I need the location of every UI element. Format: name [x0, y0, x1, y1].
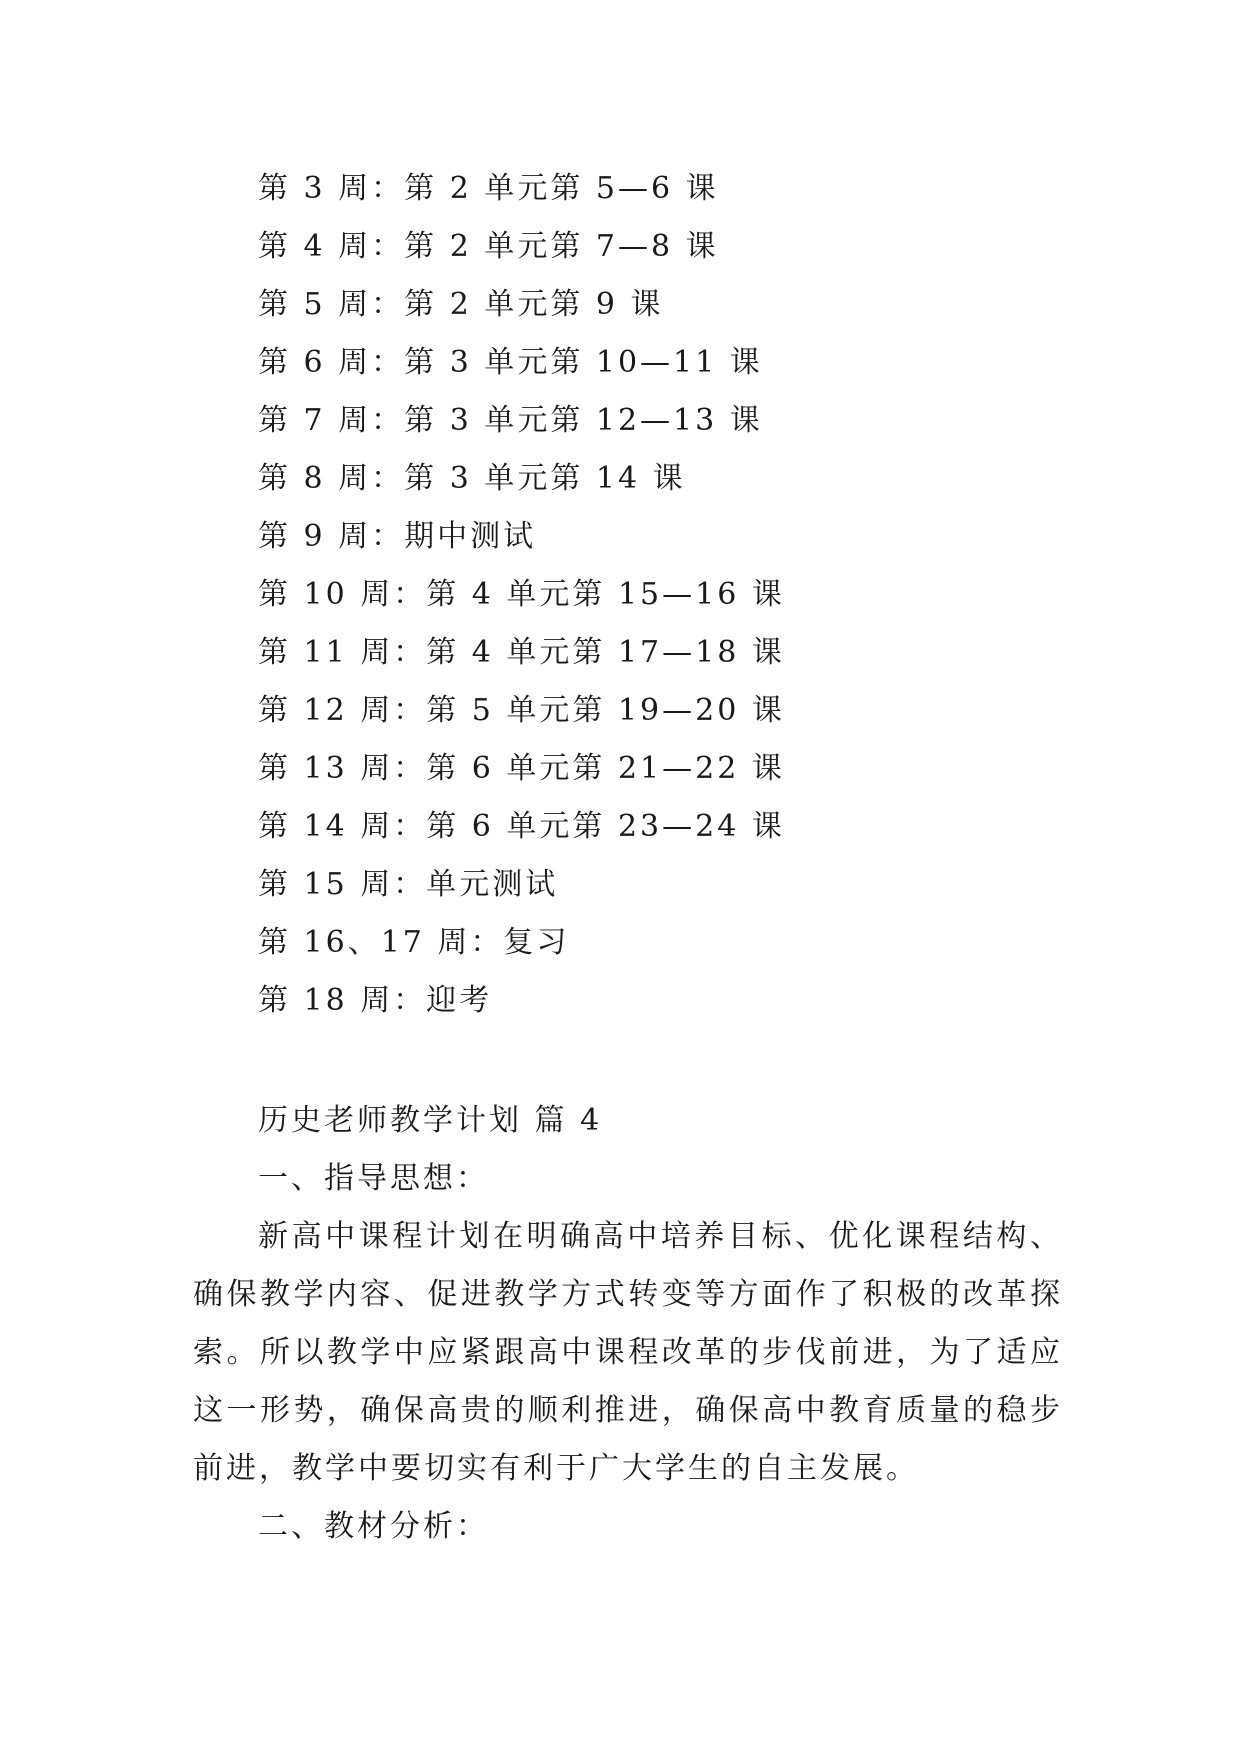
schedule-item-week-13: 第 13 周：第 6 单元第 21—22 课 [258, 751, 785, 786]
schedule-item-week-8: 第 8 周：第 3 单元第 14 课 [258, 461, 686, 496]
weekly-schedule-list [258, 160, 1158, 1030]
section-title: 历史老师教学计划 篇 4 [258, 1103, 603, 1138]
schedule-item-week-10: 第 10 周：第 4 单元第 15—16 课 [258, 577, 785, 612]
schedule-item-week-16-17: 第 16、17 周：复习 [258, 925, 570, 960]
schedule-item-week-6: 第 6 周：第 3 单元第 10—11 课 [258, 345, 763, 380]
schedule-item-week-11: 第 11 周：第 4 单元第 17—18 课 [258, 635, 785, 670]
schedule-item-week-9: 第 9 周：期中测试 [258, 519, 537, 554]
schedule-item-week-4: 第 4 周：第 2 单元第 7—8 课 [258, 229, 719, 264]
schedule-item-week-15: 第 15 周：单元测试 [258, 867, 559, 902]
schedule-item-week-12: 第 12 周：第 5 单元第 19—20 课 [258, 693, 785, 728]
schedule-item-week-3: 第 3 周：第 2 单元第 5—6 课 [258, 171, 719, 206]
heading-textbook-analysis: 二、教材分析： [258, 1509, 489, 1544]
schedule-item-week-5: 第 5 周：第 2 单元第 9 课 [258, 287, 664, 322]
schedule-item-week-14: 第 14 周：第 6 单元第 23—24 课 [258, 809, 785, 844]
schedule-item-week-7: 第 7 周：第 3 单元第 12—13 课 [258, 403, 763, 438]
heading-guiding-ideology: 一、指导思想： [258, 1161, 489, 1196]
paragraph-guiding-ideology: 新高中课程计划在明确高中培养目标、优化课程结构、确保教学内容、促进教学方式转变等方面作了积极的改革探索。所以教学中应紧跟高中课程改革的步伐前进，为了适应这一形势，确保高贵的顺利推进，确保高中教育质量的稳步前进，教学中要切实有利于广大学生的自主发展。 [193, 1219, 1063, 1486]
schedule-item-week-18: 第 18 周：迎考 [258, 983, 493, 1018]
section-plan-4 [193, 1092, 1063, 1556]
